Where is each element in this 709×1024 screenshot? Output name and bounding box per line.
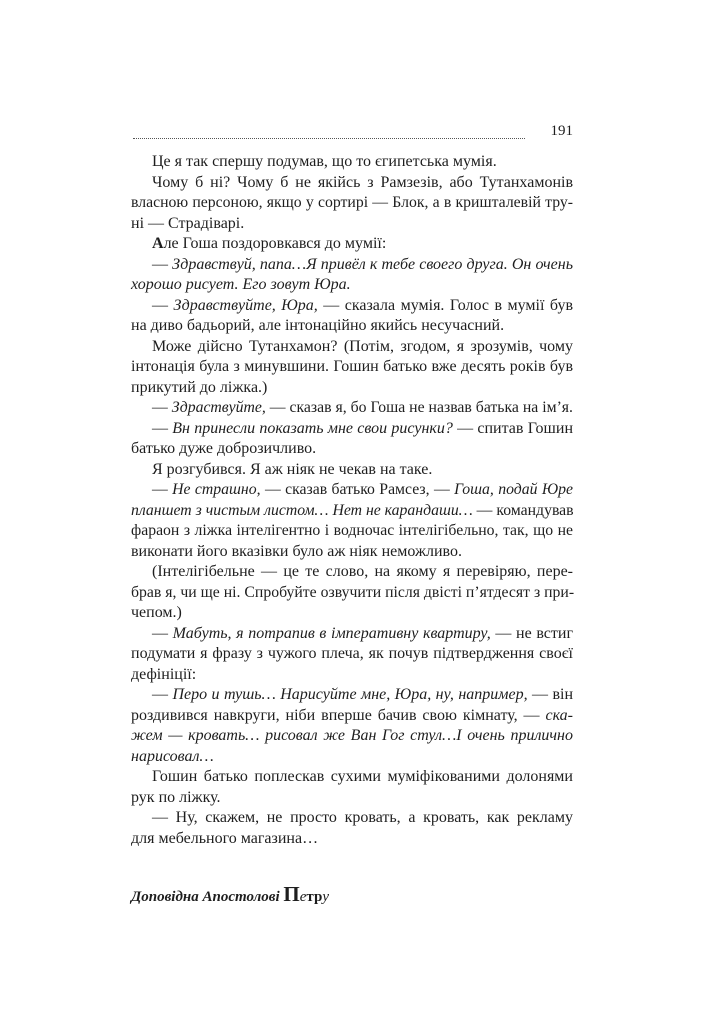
text-line (131, 644, 573, 665)
text: — (152, 686, 173, 703)
italic-text: Гоша, подай Юре (454, 481, 573, 498)
text-line (131, 767, 573, 788)
bold-text: А (152, 235, 164, 252)
text-line (131, 398, 573, 419)
text-line (131, 521, 573, 542)
text: Може дійсно Тутанхамон? (Потім, згодом, я зрозумів, чому (152, 337, 573, 355)
text: — (152, 399, 172, 416)
text: — спитав Гошин (452, 419, 573, 437)
italic-text: нарисовал… (131, 747, 214, 765)
text: роздивився навкруги, ніби вперше бачив свою кімнату, — (131, 706, 546, 724)
text-line (131, 419, 573, 440)
text-line (131, 255, 573, 276)
text: — Ну, скажем, не просто кровать, а кровать, как рекламу (152, 809, 573, 826)
text-line (131, 193, 573, 214)
text-line (131, 542, 573, 563)
body-text (131, 152, 573, 849)
text-line (131, 501, 573, 522)
text: рук по ліжку. (131, 788, 221, 806)
italic-text: Вн принесли показать мне свои рисунки? (172, 419, 453, 437)
text: Я розгубився. Я аж ніяк не чекав на таке. (152, 460, 433, 478)
text: чепом.) (131, 604, 182, 621)
text: — сказав батько Рамсез, — (260, 481, 455, 498)
text-line (131, 480, 573, 501)
text: власною персоною, якщо у сортирі — Блок, а в кришталевій тру- (131, 194, 573, 211)
text: подумати я фразу з чужого плеча, як почув підтвердження своєї (131, 645, 573, 662)
text: ні — Страдіварі. (131, 214, 245, 232)
italic-text: Здравствуй, папа…Я привёл к тебе своего друга. Он очень (172, 255, 574, 273)
italic-text: Перо и тушь… Нарисуйте мне, Юра, ну, например, (172, 686, 528, 703)
text-line (131, 460, 573, 481)
text: для мебельного магазина… (131, 829, 319, 847)
text-line (131, 439, 573, 460)
text: — (152, 624, 173, 642)
text: — (152, 481, 173, 498)
text: інтонація була з минувшини. Гошин батько вже десять років був (131, 358, 573, 375)
text: виконати його вказівки було аж ніяк неможливо. (131, 542, 462, 560)
text: на диво бадьорий, але інтонаційно якийсь несучасний. (131, 317, 505, 334)
text: — сказала мумія. Голос в мумії був (317, 296, 574, 314)
text-line (131, 296, 573, 317)
italic-text: Не страшно, (172, 481, 261, 498)
text: дефініції: (131, 665, 197, 683)
text-line (131, 337, 573, 358)
italic-text: хорошо рисует. Его зовут Юра. (131, 276, 351, 293)
text-line (131, 316, 573, 337)
page-number: 191 (550, 123, 573, 139)
text-line (131, 378, 573, 399)
text-line (131, 603, 573, 624)
text-line (131, 706, 573, 727)
text: — командував (472, 501, 574, 519)
text: (Інтелігібельне — це те слово, на якому я перевіряю, пере- (152, 563, 573, 580)
text: Чому б ні? Чому б не якійсь з Рамзезів, або Тутанхамонів (152, 173, 573, 191)
text: — (152, 419, 173, 437)
text: — (152, 296, 174, 314)
text-line (131, 234, 573, 255)
text: Це я так спершу подумав, що то єгипетська мумія. (152, 153, 497, 170)
text: фараон з ліжка інтелігентно і водночас інтелігібельно, так, що не (131, 522, 573, 539)
italic-text: ска- (545, 706, 573, 724)
publisher-logo: Петру (283, 882, 329, 906)
text: — він (527, 686, 573, 703)
text: батько дуже доброзичливо. (131, 440, 317, 457)
text-line (131, 357, 573, 378)
text-line (131, 726, 573, 747)
text-line (131, 624, 573, 645)
text-line (131, 829, 573, 850)
text: прикутий до ліжка.) (131, 378, 268, 396)
italic-text: планшет з чистым листом… Нет не карандаши… (131, 501, 473, 519)
text: брав я, чи ще ні. Спробуйте озвучити після двісті п’ятдесят з при- (131, 583, 575, 601)
text-line (131, 685, 573, 706)
text-line (131, 275, 573, 296)
footer-title (131, 882, 329, 909)
text-line (131, 152, 573, 173)
text-line (131, 562, 573, 583)
italic-text: Мабуть, я потрапив в імперативну квартиру, (172, 624, 491, 642)
text: — не встиг (490, 624, 574, 642)
footer-book-title: Доповідна Апостолові (131, 889, 280, 905)
text: ле Гоша поздоровкався до мумії: (163, 235, 387, 252)
text: Гошин батько поплескав сухими муміфікованими долонями (152, 768, 573, 785)
italic-text: Здраствуйте, (171, 399, 266, 416)
header-dotted-rule (133, 138, 525, 139)
text-line (131, 173, 573, 194)
italic-text: жем — кровать… рисовал же Ван Гог стул…І очень прилично (131, 727, 573, 744)
text: — (152, 255, 173, 273)
text-line (131, 665, 573, 686)
text-line (131, 788, 573, 809)
italic-text: Здравствуйте, Юра, (173, 296, 318, 314)
text: — сказав я, бо Гоша не назвав батька на ім’я. (265, 399, 573, 416)
text-line (131, 214, 573, 235)
text-line (131, 583, 573, 604)
text-line (131, 747, 573, 768)
text-line (131, 808, 573, 829)
